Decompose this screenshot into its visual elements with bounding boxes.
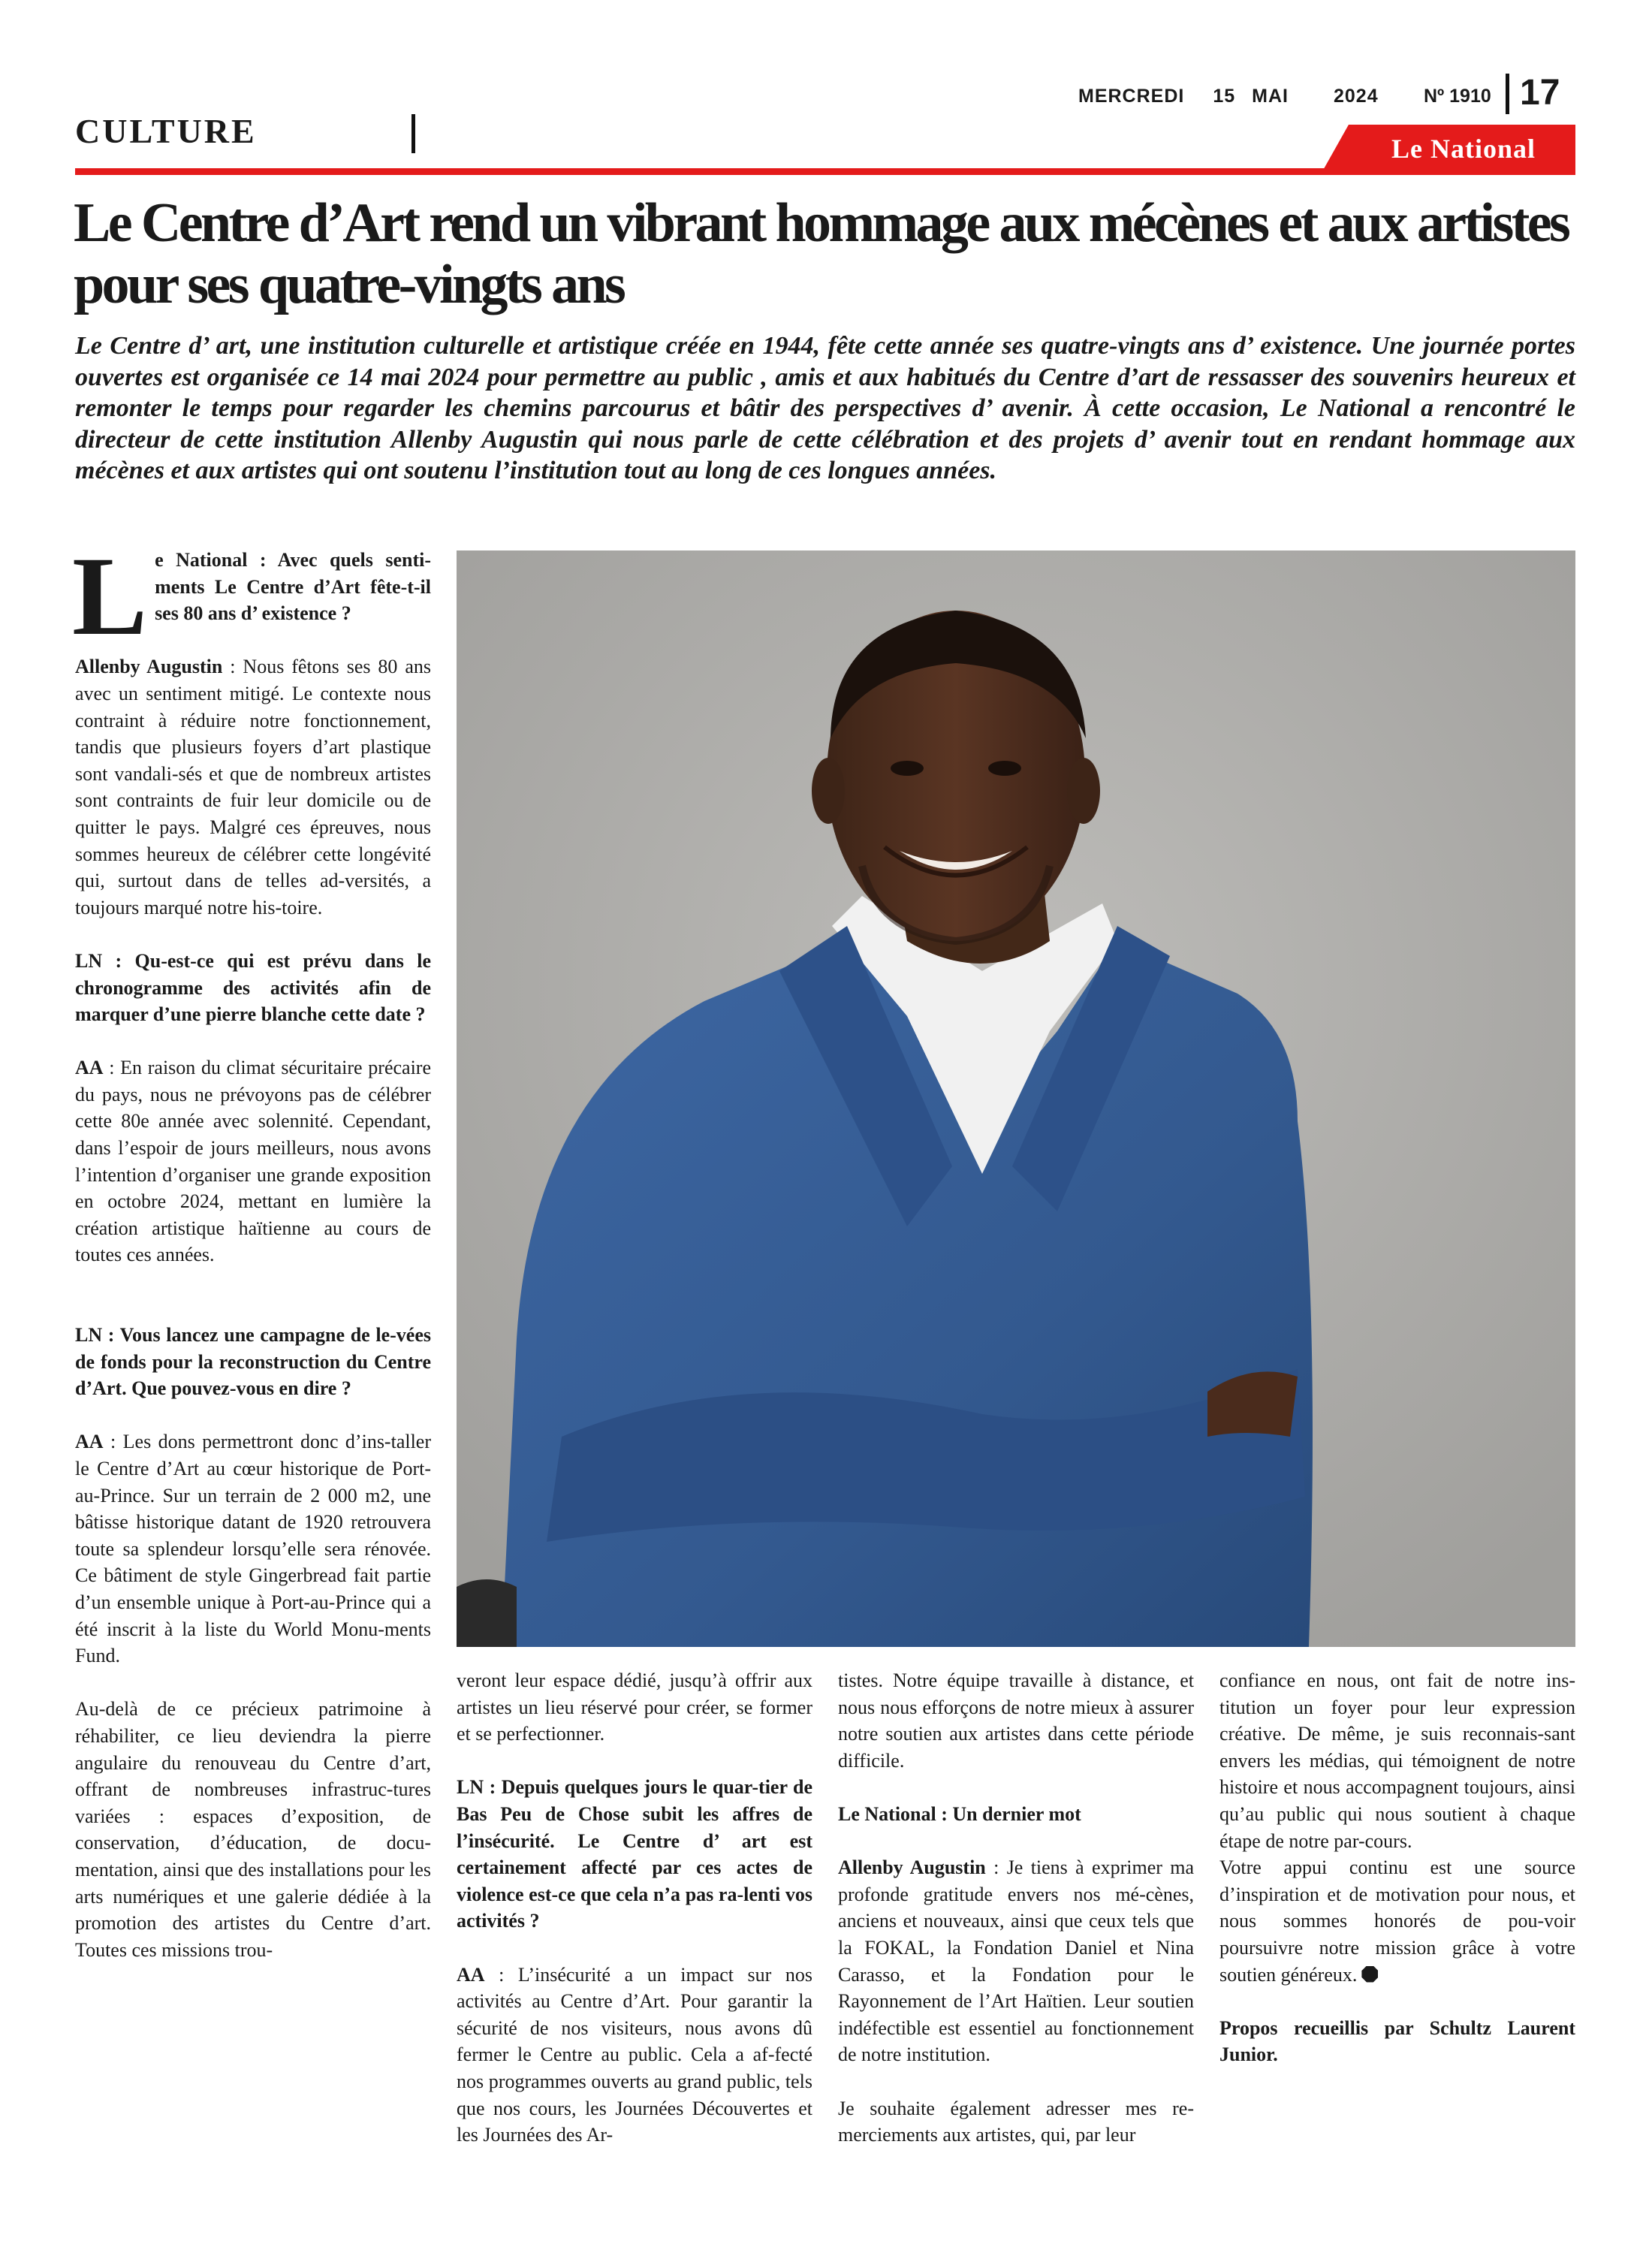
date-line	[1078, 81, 1469, 111]
header-rule	[75, 168, 1575, 175]
speaker-name: AA	[75, 1057, 104, 1079]
article-column-2	[457, 1667, 812, 2238]
interview-question-5: Le National : Un dernier mot	[838, 1802, 1081, 1825]
interview-question-4: LN : Depuis quelques jours le quar-tier de Bas Peu de Chose subit les affres de l’insécurité. Le Centre d’ art est certainement affecté par ces actes de violence est-ce que cela n’a pas ra-lenti vos activités ?	[457, 1776, 812, 1932]
interview-answer-3-end: veront leur espace dédié, jusqu’à offrir aux artistes un lieu réservé pour créer, se former et se perfectionner.	[457, 1669, 812, 1745]
article-column-1	[72, 534, 432, 2251]
portrait-photo	[457, 550, 1575, 1647]
interview-answer-5: Allenby Augustin : Je tiens à exprimer ma profonde gratitude envers nos mé-cènes, anciens et nouveaux, ainsi que ceux tels que la FOKAL, la Fondation Daniel et Nina Carasso, et la Fondation pour le Rayonnement de l’Art Haïtien. Leur soutien indéfectible est essentiel au fonctionnement de notre institution.	[838, 1856, 1195, 2066]
section-label: CULTURE	[75, 111, 257, 150]
speaker-name: Allenby Augustin	[75, 656, 223, 678]
interview-answer-1: Allenby Augustin : Nous fêtons ses 80 ans avec un sentiment mitigé. Le contexte nous contraint à réduire notre fonctionnement, tandis que plusieurs foyers d’art plastique sont vandali-sés et que de nombreux artistes sont contraints de fuir leur domicile ou de quitter le pays. Malgré ces épreuves, nous sommes heureux de célébrer cette longévité qui, surtout dans de telles ad-versités, a toujours marqué notre his-toire.	[75, 656, 432, 918]
article-column-4	[1219, 1667, 1575, 2238]
interview-answer-2: AA : En raison du climat sécuritaire précaire du pays, nous ne prévoyons pas de célébrer cette 80e année avec solennité. Cependant, dans l’espoir de jours meilleurs, nous avons l’intention d’organiser une grande exposition en octobre 2024, mettant en lumière la création artistique haïtienne au cours de toutes ces années.	[75, 1057, 431, 1266]
date-number: 15	[1213, 85, 1236, 107]
interview-question-1: e National : Avec quels senti-ments Le Centre d’Art fête-t-il ses 80 ans d’ existence ?	[155, 549, 431, 625]
issue-number: Nº 1910	[1424, 85, 1491, 107]
interview-answer-3: AA : Les dons permettront donc d’ins-taller le Centre d’Art au cœur historique de Port-au-Prince. Sur un terrain de 2 000 m2, une bâtisse historique datant de 1920 retrouvera toute sa splendeur lorsqu’elle sera rénovée. Ce bâtiment de style Gingerbread fait partie d’un ensemble unique à Port-au-Prince qui a été inscrit à la liste du World Monu-ments Fund.	[75, 1431, 431, 1667]
article-column-3	[838, 1667, 1194, 2238]
interview-answer-5-end: Votre appui continu est une source d’inspiration et de motivation pour nous, et nous sommes honorés de pou-voir poursuivre notre mission grâce à votre soutien généreux.	[1219, 1856, 1575, 1986]
speaker-name: AA	[457, 1963, 485, 1986]
brand-name: Le National	[1391, 134, 1536, 164]
date-year: 2024	[1333, 85, 1379, 107]
interview-answer-5-continued: Je souhaite également adresser mes re-merciements aux artistes, qui, par leur	[838, 2097, 1194, 2146]
page-number-divider	[1506, 74, 1509, 114]
date-day: MERCREDI	[1078, 85, 1185, 107]
speaker-name: Allenby Augustin	[838, 1856, 986, 1879]
date-month: MAI	[1252, 85, 1289, 107]
interview-answer-4: AA : L’insécurité a un impact sur nos activités au Centre d’Art. Pour garantir la sécurité de nos visiteurs, nous avons dû fermer le Centre au public. Cela a af-fecté nos programmes ouverts au grand public, tels que nos cours, les Journées Découvertes et les Journées des Ar-	[457, 1963, 812, 2146]
article-credit: Propos recueillis par Schultz Laurent Junior.	[1219, 2016, 1575, 2066]
interview-question-2: LN : Qu-est-ce qui est prévu dans le chronogramme des activités afin de marquer d’une pierre blanche cette date ?	[75, 949, 431, 1026]
article-standfirst: Le Centre d’ art, une institution culturelle et artistique créée en 1944, fête cette année ses quatre-vingts ans d’ existence. Une journée portes ouvertes est organisée ce 14 mai 2024 pour permettre au public , amis et aux habitués du Centre d’art de ressasser des souvenirs heureux et remonter le temps pour regarder les chemins parcourus et bâtir des perspectives d’ avenir. À cette occasion, Le National a rencontré le directeur de cette institution Allenby Augustin qui nous parle de cette célébration et des projets d’ avenir tout en rendant hommage aux mécènes et aux artistes qui ont soutenu l’institution tout au long de ces longues années.	[75, 332, 1575, 484]
interview-answer-3-continued: Au-delà de ce précieux patrimoine à réhabiliter, ce lieu deviendra la pierre angulaire du renouveau du Centre d’art, offrant de nombreuses infrastruc-tures variées : espaces d’exposition, de conservation, d’éducation, de docu-mentation, ainsi que des installations pour les arts numériques et une galerie dédiée à la promotion des artistes du Centre d’art. Toutes ces missions trou-	[75, 1698, 431, 1961]
drop-cap: L	[72, 534, 148, 659]
interview-answer-5-cont: confiance en nous, ont fait de notre ins-titution un foyer pour leur expression créative. De même, je suis reconnais-sant envers les médias, qui témoignent de notre histoire et nous accompagnent toujours, ainsi qu’au public qui nous soutient à chaque étape de notre par-cours.	[1219, 1669, 1575, 1852]
page-number: 17	[1520, 72, 1560, 113]
interview-question-3: LN : Vous lancez une campagne de le-vées de fonds pour la reconstruction du Centre d’Art. Que pouvez-vous en dire ?	[75, 1324, 431, 1400]
speaker-name: AA	[75, 1431, 104, 1453]
end-mark-icon	[1361, 1966, 1378, 1983]
article-headline: Le Centre d’Art rend un vibrant hommage aux mécènes et aux artistes pour ses quatre-vingts ans	[74, 192, 1569, 315]
portrait-illustration	[457, 550, 1575, 1647]
section-divider	[411, 114, 415, 153]
interview-answer-4-end: tistes. Notre équipe travaille à distance, et nous nous efforçons de notre mieux à assurer notre soutien aux artistes dans cette période difficile.	[838, 1669, 1194, 1772]
